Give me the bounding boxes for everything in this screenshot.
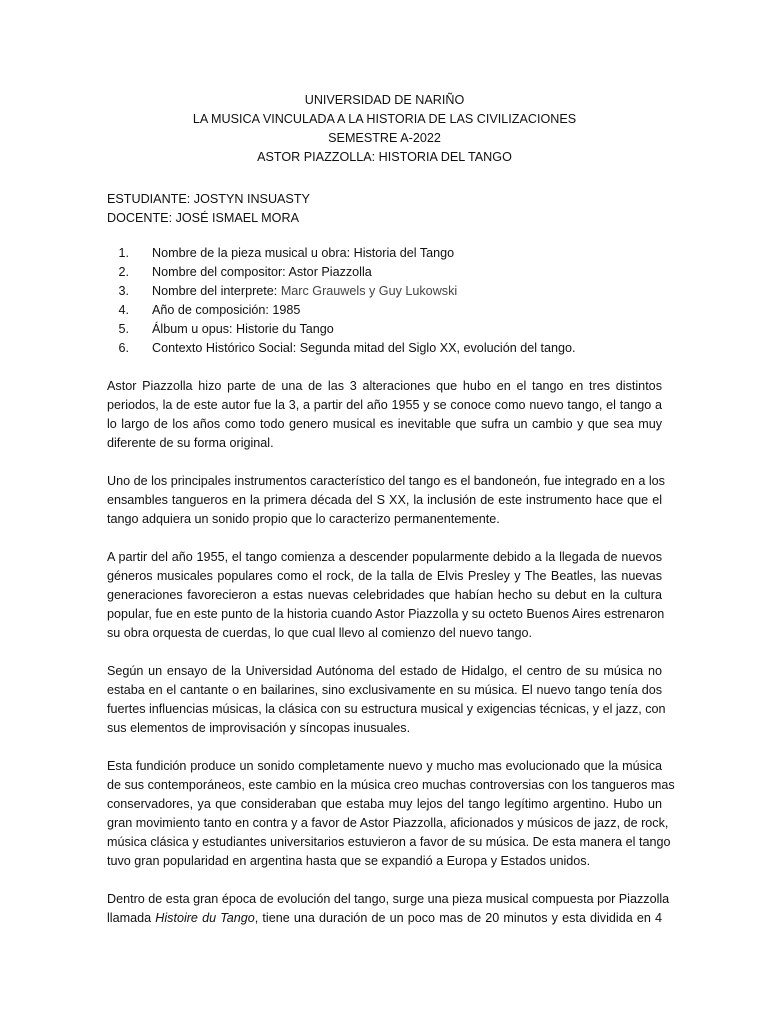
paragraph-line: lo largo de los años como todo genero musical es inevitable que sufra un cambio y que sea muy [107, 417, 662, 431]
interpreter-names: Marc Grauwels y Guy Lukowski [280, 284, 458, 298]
list-number: 4. [118, 303, 129, 317]
paragraph [107, 548, 665, 643]
list-item [107, 339, 662, 358]
paragraph-line: su obra orquesta de cuerdas, lo que cual llevo al comienzo del nuevo tango. [107, 626, 532, 640]
teacher-name: DOCENTE: JOSÉ ISMAEL MORA [107, 211, 299, 225]
document-header [107, 91, 662, 167]
paragraph [107, 662, 666, 738]
paragraph-line: ensambles tangueros en la primera década del S XX, la inclusión de este instrumento hace que el [107, 493, 662, 507]
list-text: Nombre del compositor: Astor Piazzolla [152, 265, 372, 279]
list-item [107, 301, 662, 320]
document-page [107, 91, 675, 947]
paragraph-line: música clásica y estudiantes universitarios estuvieron a favor de su música. De esta manera el tango [107, 835, 671, 849]
paragraph-line: Astor Piazzolla hizo parte de una de las 3 alteraciones que hubo en el tango en tres distintos [107, 379, 662, 393]
list-item [107, 244, 662, 263]
list-text: Nombre de la pieza musical u obra: Historia del Tango [152, 246, 455, 260]
list-text: Contexto Histórico Social: Segunda mitad del Siglo XX, evolución del tango. [152, 341, 576, 355]
paragraph-line: Esta fundición produce un sonido completamente nuevo y mucho mas evolucionado que la música [107, 759, 662, 773]
document-title: ASTOR PIAZZOLLA: HISTORIA DEL TANGO [257, 150, 512, 164]
list-text: Nombre del interprete: [152, 284, 281, 298]
work-title-italic: Histoire du Tango [155, 911, 255, 925]
paragraph [107, 472, 665, 529]
paragraph-line: diferente de su forma original. [107, 436, 274, 450]
list-number: 6. [118, 341, 129, 355]
info-list [107, 244, 662, 358]
list-item [107, 320, 662, 339]
student-name: ESTUDIANTE: JOSTYN INSUASTY [107, 192, 310, 206]
paragraph-line: Según un ensayo de la Universidad Autónoma del estado de Hidalgo, el centro de su música no [107, 664, 662, 678]
paragraph-line: Uno de los principales instrumentos característico del tango es el bandoneón, fue integrado en a los [107, 474, 665, 488]
university-name: UNIVERSIDAD DE NARIÑO [304, 93, 465, 107]
paragraph-line: tango adquiera un sonido propio que lo caracterizo permanentemente. [107, 512, 500, 526]
paragraph-line: sus elementos de improvisación y síncopas inusuales. [107, 721, 411, 735]
paragraph-line: conservadores, ya que consideraban que estaba muy lejos del tango legítimo argentino. Hubo un [107, 797, 662, 811]
list-number: 2. [118, 265, 129, 279]
paragraph-line: géneros musicales populares como el rock, de la talla de Elvis Presley y The Beatles, las nuevas [107, 569, 662, 583]
paragraph-line: fuertes influencias músicas, la clásica con su estructura musical y exigencias técnicas, y el jazz, con [107, 702, 666, 716]
paragraph-line: estaba en el cantante o en bailarines, sino exclusivamente en su música. El nuevo tango tenía dos [107, 683, 662, 697]
semester: SEMESTRE A-2022 [328, 131, 441, 145]
paragraph [107, 890, 670, 928]
paragraph-line: de sus contemporáneos, este cambio en la música creo muchas controversias con los tangueros mas [107, 778, 675, 792]
document-meta [107, 190, 662, 228]
paragraph [107, 757, 675, 871]
paragraph-line: tuvo gran popularidad en argentina hasta que se expandió a Europa y Estados unidos. [107, 854, 591, 868]
paragraph-line: popular, fue en este punto de la historia cuando Astor Piazzolla y su octeto Buenos Aires estrenaron [107, 607, 665, 621]
list-number: 1. [118, 246, 129, 260]
list-item [107, 263, 662, 282]
paragraph-line: A partir del año 1955, el tango comienza a descender popularmente debido a la llegada de nuevos [107, 550, 662, 564]
paragraph-line: generaciones favorecieron a estas nuevas celebridades que habían hecho su debut en la cultura [107, 588, 662, 602]
paragraph-line: periodos, la de este autor fue la 3, a partir del año 1955 y se conoce como nuevo tango, el tango a [107, 398, 662, 412]
list-number: 3. [118, 284, 129, 298]
line-text: , tiene una duración de un poco mas de 20 minutos y esta dividida en 4 [254, 911, 663, 925]
paragraph-line [107, 909, 662, 928]
paragraph [107, 377, 662, 453]
paragraph-line: gran movimiento tanto en contra y a favor de Astor Piazzolla, aficionados y músicos de jazz, de rock, [107, 816, 669, 830]
list-text: Álbum u opus: Historie du Tango [152, 322, 334, 336]
list-text: Año de composición: 1985 [152, 303, 301, 317]
paragraph-line: Dentro de esta gran época de evolución del tango, surge una pieza musical compuesta por Piazzolla [107, 892, 670, 906]
list-number: 5. [118, 322, 129, 336]
list-item [107, 282, 662, 301]
course-name: LA MUSICA VINCULADA A LA HISTORIA DE LAS CIVILIZACIONES [192, 112, 577, 126]
line-text: llamada [107, 911, 156, 925]
